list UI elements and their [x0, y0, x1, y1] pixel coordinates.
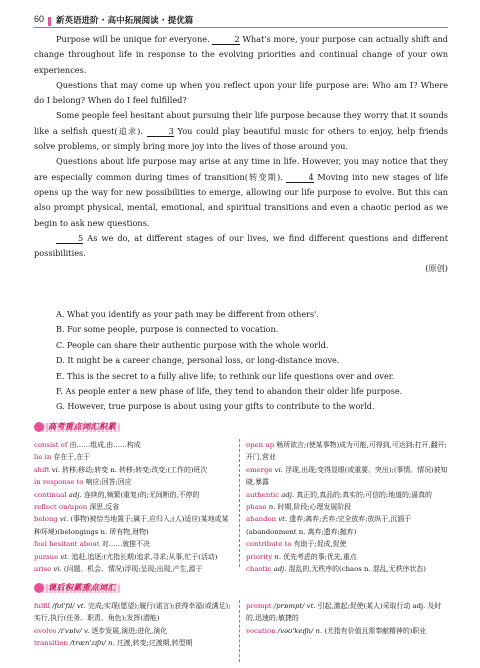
vocab-entry	[34, 464, 234, 476]
vocab-table-2	[34, 600, 448, 662]
vocab-def: 浮现,出现;变得显眼(或重要、突出);(事情、情况)被知晓,暴露	[246, 465, 448, 487]
vocab-entry	[246, 625, 448, 637]
vocab-def: 存在于,在于	[51, 453, 91, 462]
vocab-pos: adj.	[271, 565, 287, 574]
vocab-word: emerge	[246, 465, 273, 474]
vocab-column-right	[246, 600, 448, 637]
vocab-word: pursue	[34, 552, 59, 561]
option-b: B. For some people, purpose is connected to vocation.	[56, 324, 279, 335]
vocab-entry	[246, 600, 448, 625]
blank-2: 2	[212, 34, 239, 45]
paragraph-text: Questions about life purpose may arise at any time in life. However, you may notice that they are especially common during times of transition(转变期).	[34, 156, 448, 182]
vocab-entry	[34, 563, 234, 575]
vocab-entry	[246, 464, 448, 489]
header-accent-bar	[48, 17, 51, 26]
paragraph-3	[34, 108, 448, 154]
section-badge-icon	[34, 422, 44, 432]
vocab-column-right	[246, 439, 448, 575]
vocab-pos: adj.	[279, 490, 295, 499]
vocab-def: 混乱的,无秩序的(chaos n. 混乱,无秩序状态)	[286, 565, 426, 574]
vocab-def: 优先考虑的事;优先,重点	[281, 552, 357, 561]
vocab-word: in response to	[34, 478, 84, 487]
option-e: E. This is the secret to a fully alive life; to rethink our life questions over and over.	[56, 370, 395, 381]
vocab-entry	[34, 489, 234, 501]
paragraph-text: Moving into new stages of life opens up the way for new possibilities to emerge, allowing our life purpose to evolve. But this can also prompt physical, mental, emotional, and spiritual transitions and even a chaotic period as we begin to ask new questions.	[34, 171, 448, 228]
vocab-def: 畅所欲言;(使某事物)成为可能,可得到,可达到;打开,翻开;开门,营业	[246, 441, 447, 462]
vocab-entry	[246, 551, 448, 563]
column-divider	[239, 600, 240, 662]
vocab-entry	[34, 637, 234, 649]
vocab-def: 由……组成,由……构成	[67, 441, 141, 449]
source-note: (原创)	[425, 263, 448, 274]
vocab-word: continual	[34, 490, 67, 499]
vocab-word: arise	[34, 565, 52, 574]
vocab-word: prompt	[246, 602, 272, 610]
paragraph-2: Questions that may come up when you reflect upon your life purpose are: Who am I? Where do I belong? When do I feel fulfilled?	[34, 79, 448, 106]
vocab-def: 真正的,真品的;真实的;可信的;地道的;逼真的	[294, 490, 432, 499]
page-number: 60	[34, 14, 45, 24]
vocab-entry	[246, 538, 448, 550]
option-d: D. It might be a career change, personal loss, or long-distance move.	[56, 355, 340, 366]
vocab-word: vocation	[246, 626, 276, 635]
vocab-word: lie in	[34, 453, 52, 462]
vocab-word: reflect on/upon	[34, 503, 88, 512]
vocab-word: consist of	[34, 441, 68, 449]
section-heading-extended-vocab	[34, 581, 174, 595]
vocab-word: belong	[34, 515, 58, 524]
blank-4: 4	[286, 172, 313, 183]
blank-3: 3	[147, 126, 174, 137]
vocab-word: shift	[34, 465, 50, 474]
vocab-pos: vt.	[276, 515, 288, 524]
paragraph-text: Purpose will be unique for everyone.	[56, 34, 213, 44]
vocab-column-left	[34, 439, 234, 575]
vocab-def: 响应;回答;回应	[83, 478, 132, 487]
vocab-def: 完成;实现(愿望);履行(诺言);获得幸福(或满足);实行,执行(任务、职责、角色);发挥(潜能)	[34, 602, 231, 623]
passage	[34, 32, 448, 277]
vocab-pos: n.	[266, 503, 276, 512]
vocab-table-1	[34, 439, 448, 574]
vocab-word: feel hesitant about	[34, 540, 100, 549]
vocab-pos: vi.	[51, 565, 62, 574]
vocab-entry	[34, 625, 234, 637]
vocab-entry	[34, 501, 234, 513]
vocab-entry	[34, 513, 234, 538]
vocab-def: 时期,阶段;心理发展阶段	[275, 503, 352, 512]
vocab-def: 对……就推不决	[99, 540, 150, 549]
vocab-def: 追赶,追逐;(尤指长期)追求,寻求;从事,忙于(活动)	[69, 552, 218, 561]
vocab-entry	[34, 451, 234, 463]
blank-5: 5	[56, 233, 83, 244]
vocab-def: 过渡,转变;过渡期,转型期	[114, 639, 193, 648]
paragraph-1	[34, 32, 448, 78]
vocab-def: 连续的,频繁(重复)的;无间断的,不停的	[81, 490, 200, 499]
paragraph-5	[34, 231, 448, 262]
paragraph-text: Some people feel hesitant about pursuing their life purpose because they worry that it sounds like a selfish quest(追求).	[34, 110, 448, 136]
vocab-word: fulfil	[34, 602, 50, 610]
vocab-def: 逐步发展,演进;进化,演化	[89, 626, 168, 635]
vocab-pos: /træn'zɪʃn/ n.	[67, 639, 115, 648]
vocab-pos: adj.	[66, 490, 82, 499]
vocab-pos: vt.	[58, 552, 70, 561]
option-f: F. As people enter a new phase of life, they tend to abandon their older life purpose.	[56, 386, 403, 397]
vocab-word: chaotic	[246, 565, 272, 574]
vocab-entry	[246, 501, 448, 513]
vocab-def: 引起,激起;促使(某人)采取行动 adj. 及时的,迅速的;敏捷的	[246, 602, 442, 623]
vocab-pos: vi.	[57, 515, 69, 524]
vocab-word: abandon	[246, 515, 277, 524]
section-label: 高考重点词汇积累	[48, 422, 116, 431]
option-a: A. What you identify as your path may be different from others'.	[56, 309, 319, 319]
vocab-word: transition	[34, 639, 68, 648]
vocab-word: open up	[246, 441, 275, 449]
vocab-pos: /vəʊ'keɪʃn/ n.	[275, 626, 323, 635]
vocab-entry	[246, 489, 448, 501]
vocab-entry	[34, 551, 234, 563]
vocab-def: 深思,反省	[87, 503, 120, 512]
vocab-word: evolve	[34, 626, 57, 635]
section-heading-key-vocab	[34, 420, 174, 434]
vocab-entry	[34, 439, 234, 451]
column-divider	[239, 439, 240, 567]
header-rule	[34, 27, 448, 28]
vocab-pos: /ɪ'vɒlv/ v.	[56, 626, 90, 635]
vocab-pos: vi.	[49, 465, 60, 474]
vocab-pos: vi.	[272, 465, 283, 474]
vocab-pos: /fʊl'fɪl/ vt.	[50, 602, 86, 610]
paragraph-4	[34, 154, 448, 230]
vocab-def: (问题、机会、情况)浮现;呈现;出现,产生,源于	[61, 565, 203, 574]
vocab-word: priority	[246, 552, 273, 561]
vocab-entry	[34, 538, 234, 550]
section-badge-icon	[34, 583, 44, 593]
vocab-word: phase	[246, 503, 267, 512]
vocab-def: (事物)被恰当地置于;属于,应归入;(人)适应(某地或某种环境)(belongings n. 所有物,财物)	[34, 515, 229, 536]
vocab-def: (尤指有价值且需奉献精神的)职业	[322, 626, 427, 635]
vocab-word: contribute to	[246, 540, 292, 549]
book-title: 新英语进阶 · 高中拓展阅读 · 提优篇	[56, 16, 194, 26]
option-g: G. However, true purpose is about using your gifts to contribute to the world.	[56, 401, 375, 412]
section-label: 课后积累重点词汇	[48, 583, 116, 592]
vocab-def: 遗弃;离弃;丢弃;完全放弃;放纵于,沉湎于(abandonment n. 离弃;遗弃;抛弃)	[246, 515, 412, 536]
vocab-entry	[246, 439, 448, 464]
paragraph-text: What's more, your purpose can actually shift and change throughout life in response to the evolving priorities and continual change of your own experiences.	[34, 34, 448, 75]
vocab-column-left	[34, 600, 234, 650]
option-c: C. People can share their authentic purpose with the whole world.	[56, 339, 329, 350]
vocab-entry	[34, 476, 234, 488]
vocab-pos: /prɒmpt/ vt.	[271, 602, 316, 610]
vocab-def: 转移;移动;转变 n. 转移;转变;改变;(工作的)班次	[59, 465, 208, 474]
vocab-word: authentic	[246, 490, 280, 499]
vocab-entry	[246, 513, 448, 538]
paragraph-text: You could play beautiful music for others to enjoy, help friends solve problems, or simply bring more joy into the lives of those around you.	[34, 125, 448, 152]
vocab-entry	[34, 600, 234, 625]
vocab-entry	[246, 563, 448, 575]
vocab-def: 有助于;促成,促使	[291, 540, 347, 549]
page-header	[34, 14, 448, 28]
options-list	[56, 307, 448, 415]
vocab-pos: n.	[272, 552, 282, 561]
paragraph-text: As we do, at different stages of our lives, we find different questions and different possibilities.	[34, 232, 448, 259]
